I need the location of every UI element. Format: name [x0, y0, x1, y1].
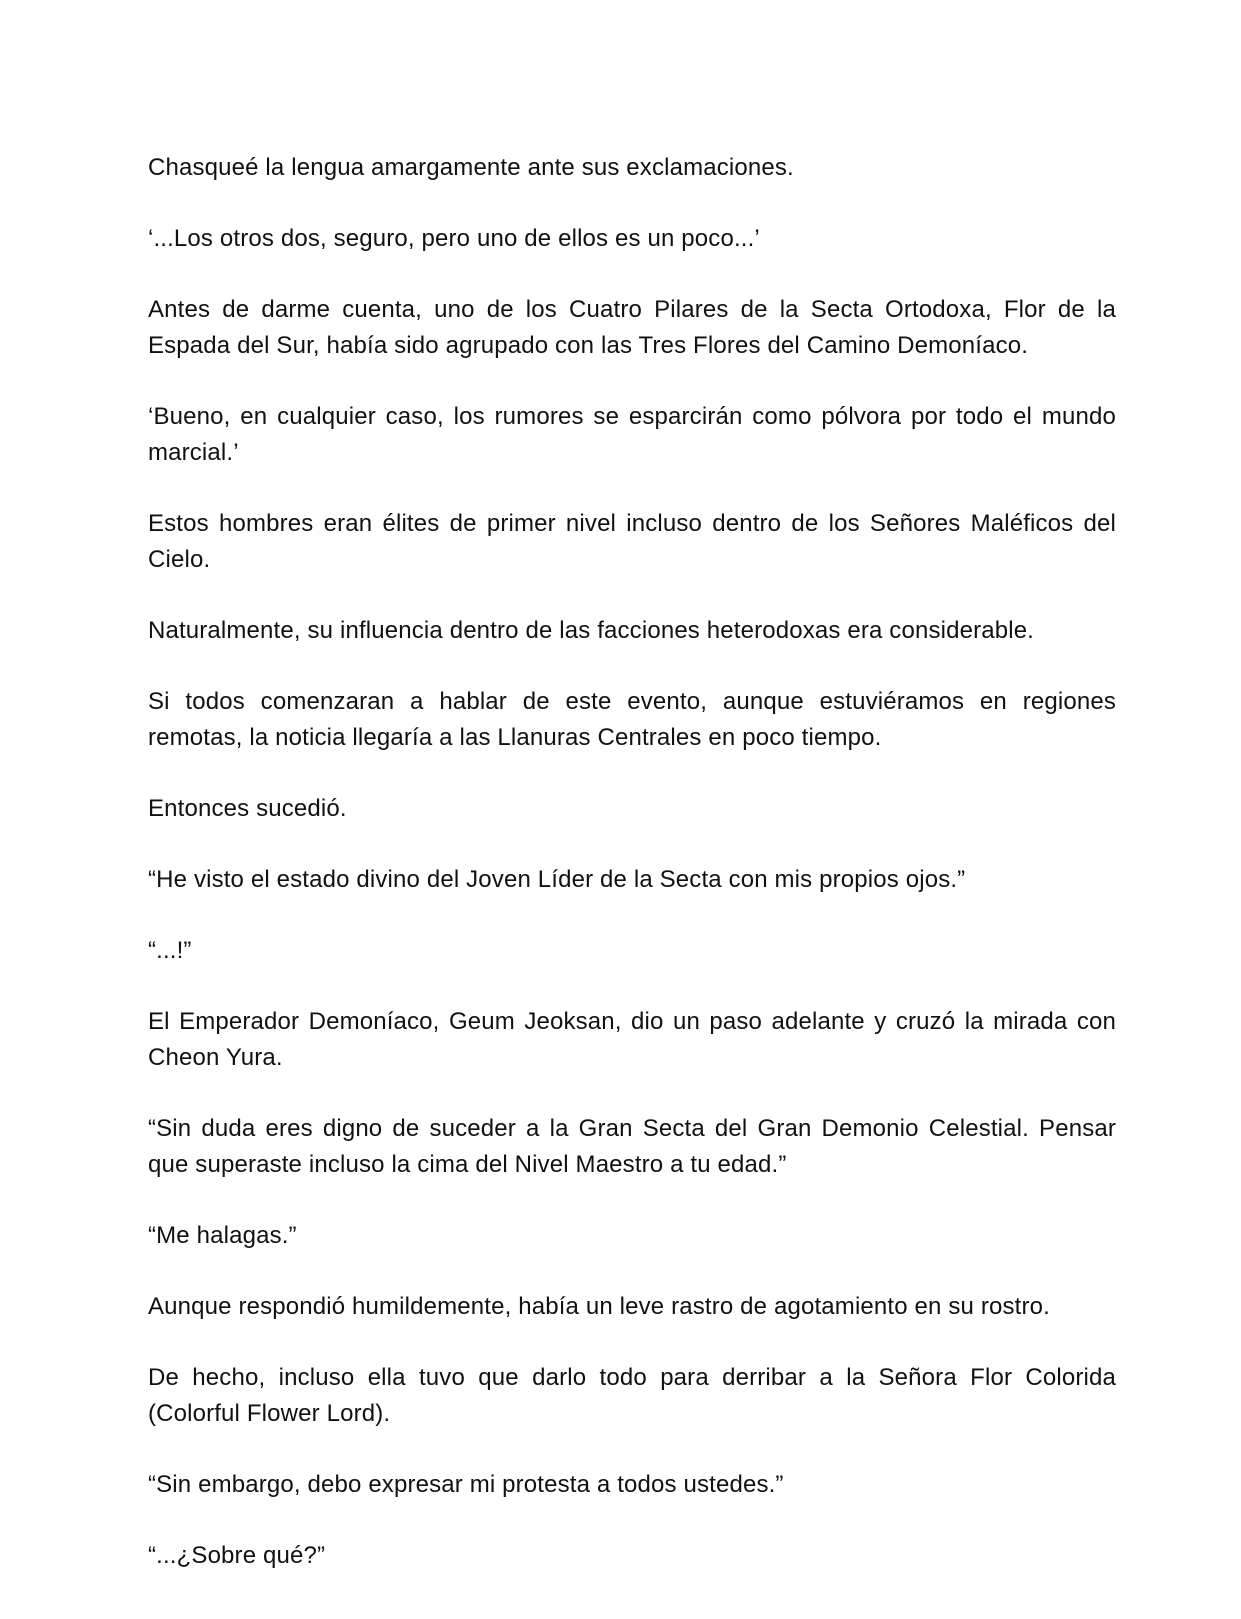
- paragraph: “Sin duda eres digno de suceder a la Gran Secta del Gran Demonio Celestial. Pensar que superaste incluso la cima del Nivel Maestro a tu edad.”: [148, 1115, 1116, 1178]
- paragraph: “Sin embargo, debo expresar mi protesta a todos ustedes.”: [148, 1471, 784, 1498]
- paragraph: De hecho, incluso ella tuvo que darlo todo para derribar a la Señora Flor Colorida (Colorful Flower Lord).: [148, 1364, 1116, 1427]
- paragraph: “...¿Sobre qué?”: [148, 1542, 326, 1569]
- paragraph: “...!”: [148, 937, 192, 964]
- paragraph: Aunque respondió humildemente, había un leve rastro de agotamiento en su rostro.: [148, 1293, 1050, 1320]
- paragraph: “He visto el estado divino del Joven Líder de la Secta con mis propios ojos.”: [148, 866, 966, 893]
- paragraph: Antes de darme cuenta, uno de los Cuatro Pilares de la Secta Ortodoxa, Flor de la Espada del Sur, había sido agrupado con las Tres Flores del Camino Demoníaco.: [148, 296, 1116, 359]
- paragraph: “Me halagas.”: [148, 1222, 297, 1249]
- paragraph: ‘Bueno, en cualquier caso, los rumores se esparcirán como pólvora por todo el mundo marcial.’: [148, 403, 1116, 466]
- document-body: [148, 150, 1116, 1609]
- paragraph: Si todos comenzaran a hablar de este evento, aunque estuviéramos en regiones remotas, la noticia llegaría a las Llanuras Centrales en poco tiempo.: [148, 688, 1116, 751]
- paragraph: ‘...Los otros dos, seguro, pero uno de ellos es un poco...’: [148, 225, 760, 252]
- paragraph: El Emperador Demoníaco, Geum Jeoksan, dio un paso adelante y cruzó la mirada con Cheon Yura.: [148, 1008, 1116, 1071]
- paragraph: Estos hombres eran élites de primer nivel incluso dentro de los Señores Maléficos del Cielo.: [148, 510, 1116, 573]
- paragraph: Entonces sucedió.: [148, 795, 347, 822]
- paragraph: Naturalmente, su influencia dentro de las facciones heterodoxas era considerable.: [148, 617, 1035, 644]
- paragraph: Chasqueé la lengua amargamente ante sus exclamaciones.: [148, 154, 794, 181]
